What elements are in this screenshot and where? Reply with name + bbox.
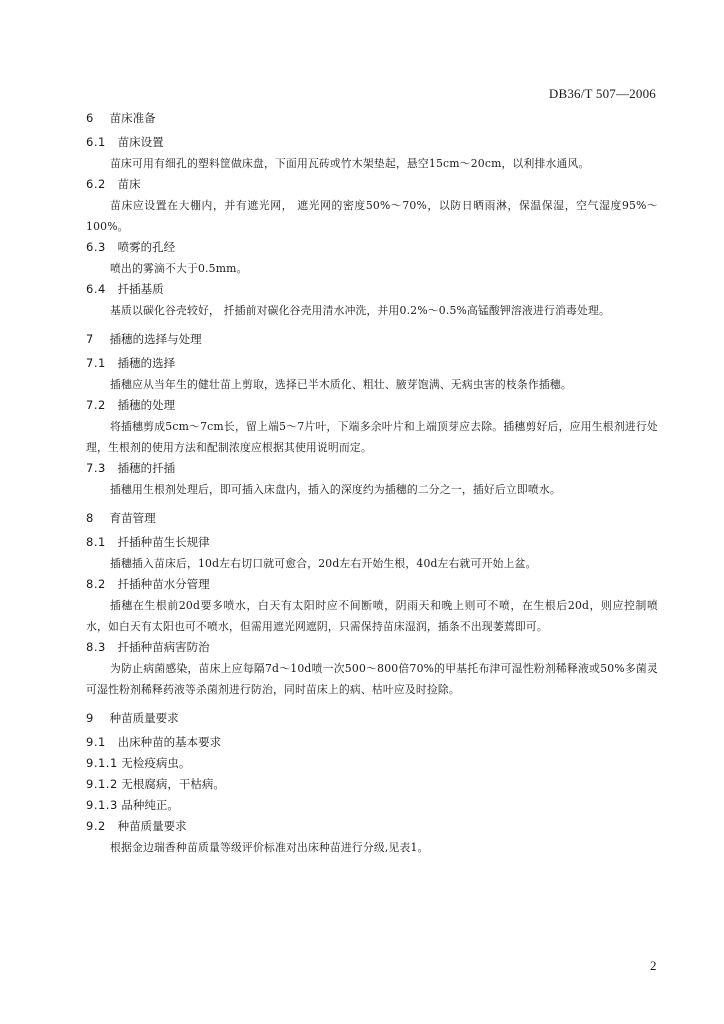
section-number: 6.2 [86,177,106,191]
section-number: 9 [86,711,94,725]
section-number: 6.1 [86,135,106,149]
item-text: 品种纯正。 [121,798,179,812]
section-title: 喷雾的孔经 [117,240,176,254]
section-number: 6 [86,111,94,125]
section-title: 苗床设置 [117,135,164,149]
section-8-heading [86,508,658,529]
item-text: 无检疫病虫。 [121,756,191,770]
section-6-1-text: 苗床可用有细孔的塑料筐做床盘，下面用瓦砖或竹木架垫起，悬空15cm～20cm，以利排水通风。 [110,157,590,170]
section-6-heading [86,108,658,129]
section-title: 插穗的选择 [117,356,176,370]
section-number: 6.4 [86,282,106,296]
section-9-heading [86,708,658,729]
section-7-3-heading [86,458,658,479]
section-title: 扦插种苗病害防治 [117,640,210,654]
section-6-4-heading [86,279,658,300]
section-6-4-text: 基质以碳化谷壳较好， 扦插前对碳化谷壳用清水冲洗，并用0.2%～0.5%高锰酸钾溶液进行消毒处理。 [110,304,610,317]
section-8-1-text: 插穗插入苗床后，10d左右切口就可愈合，20d左右开始生根，40d左右就可开始上盆。 [110,557,537,570]
section-title: 种苗质量要求 [109,711,179,725]
section-number: 9.1.2 [86,777,118,791]
item-text: 无根腐病，干枯病。 [121,777,225,791]
section-number: 8.1 [86,535,106,549]
section-9-2-text: 根据金边瑞香种苗质量等级评价标准对出床种苗进行分级,见表1。 [110,841,429,854]
section-9-2-heading [86,816,658,837]
section-title: 扦插基质 [117,282,164,296]
section-8-3-text: 为防止病菌感染，苗床上应每隔7d～10d喷一次500～800倍70%的甲基托布津可湿性粉剂稀释液或50%多菌灵可湿性粉剂稀释药液等杀菌剂进行防治，同时苗床上的病、枯叶应及时捡除。 [86,662,658,696]
section-8-1-heading [86,532,658,553]
section-9-1-heading [86,732,658,753]
section-title: 育苗管理 [109,511,156,525]
section-9-1-2 [86,774,658,795]
section-6-3-text: 喷出的雾滴不大于0.5mm。 [110,262,248,275]
section-number: 8 [86,511,94,525]
section-title: 插穗的处理 [117,398,176,412]
section-7-2-heading [86,395,658,416]
section-number: 9.2 [86,819,106,833]
section-number: 6.3 [86,240,106,254]
section-8-2-heading [86,574,658,595]
section-title: 扦插种苗水分管理 [117,577,210,591]
section-number: 7 [86,332,94,346]
section-6-2-text: 苗床应设置在大棚内，并有遮光网， 遮光网的密度50%～70%，以防日晒雨淋，保温保湿，空气湿度95%～100%。 [86,199,658,233]
section-6-2-heading [86,174,658,195]
section-number: 9.1.3 [86,798,118,812]
section-8-2-text: 插穗在生根前20d要多喷水，白天有太阳时应不间断喷，阴雨天和晚上则可不喷，在生根后20d，则应控制喷水，如白天有太阳也可不喷水，但需用遮光网遮阴，只需保持苗床湿润，插条不出现萎蔫即可。 [86,599,658,633]
section-7-1-heading [86,353,658,374]
section-7-heading [86,329,658,350]
section-6-3-heading [86,237,658,258]
section-title: 插穗的扦插 [117,461,176,475]
section-7-3-text: 插穗用生根剂处理后，即可插入床盘内，插入的深度约为插穗的二分之一，插好后立即喷水。 [110,483,561,496]
document-body [86,108,658,858]
section-6-1-heading [86,132,658,153]
section-number: 8.3 [86,640,106,654]
standard-code: DB36/T 507—2006 [548,86,656,101]
section-number: 8.2 [86,577,106,591]
section-number: 9.1 [86,735,106,749]
section-9-1-1 [86,753,658,774]
section-8-3-heading [86,637,658,658]
section-number: 7.1 [86,356,106,370]
section-title: 插穗的选择与处理 [109,332,202,346]
section-7-1-text: 插穗应从当年生的健壮苗上剪取，选择已半木质化、粗壮、腋芽饱满、无病虫害的枝条作插穗。 [110,378,572,391]
section-7-2-text: 将插穗剪成5cm～7cm长，留上端5～7片叶，下端多余叶片和上端顶芽应去除。插穗剪好后，应用生根剂进行处理，生根剂的使用方法和配制浓度应根据其使用说明而定。 [86,420,658,454]
section-number: 9.1.1 [86,756,118,770]
section-title: 种苗质量要求 [117,819,187,833]
section-number: 7.2 [86,398,106,412]
section-title: 出床种苗的基本要求 [117,735,222,749]
section-title: 苗床 [117,177,141,191]
section-number: 7.3 [86,461,106,475]
section-title: 苗床准备 [109,111,156,125]
page-number: 2 [650,958,657,973]
section-9-1-3 [86,795,658,816]
section-title: 扦插种苗生长规律 [117,535,210,549]
